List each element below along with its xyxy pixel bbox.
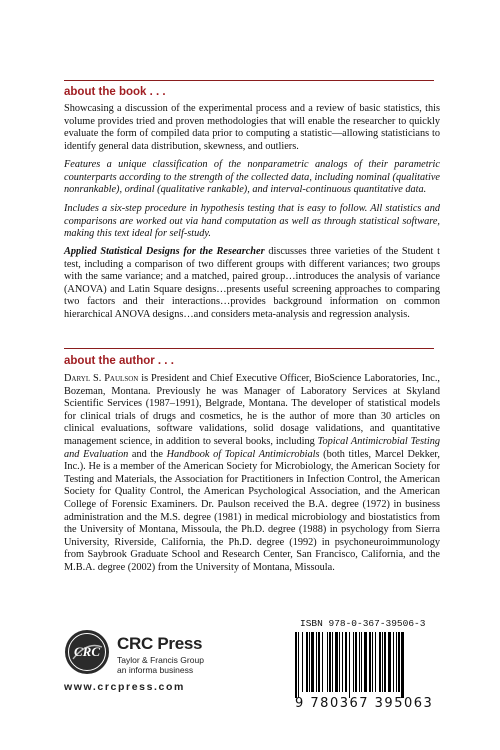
publisher-block xyxy=(117,634,204,675)
barcode-bar xyxy=(349,632,350,698)
barcode-bar xyxy=(309,632,310,692)
top-divider xyxy=(64,80,434,81)
logo-letters: CRC xyxy=(73,644,101,659)
barcode-bar xyxy=(379,632,381,692)
barcode-bar xyxy=(335,632,338,692)
author-book-2: Handbook of Topical Antimicrobials xyxy=(166,448,320,460)
about-book-p4-text: discusses three varieties of the Student t test, including a comparison of two different groups with different variances; two groups with the same variance; and a matched, paired group…introduces the analysis of variance (ANOVA) and Latin Square designs…presents useful screening approaches to comparing two factors and their interactions…provides background information on common hierarchical ANOVA designs…and considers meta-analysis and regression analysis. xyxy=(64,246,440,320)
barcode-bar xyxy=(345,632,347,692)
barcode-bar xyxy=(316,632,317,692)
publisher-group: Taylor & Francis Group xyxy=(117,655,204,665)
about-book-paragraph-2: Features a unique classification of the nonparametric analogs of their parametric counterparts according to the strength of the collected data, including nominal (qualitative nonrankable), ordinal (qualitative rankable), and interval-continuous quantitative data. xyxy=(64,159,440,196)
author-name: Daryl S. Paulson xyxy=(64,373,139,384)
publisher-parent: an informa business xyxy=(117,665,194,675)
barcode-bar xyxy=(329,632,331,692)
crc-press-logo xyxy=(64,629,110,675)
author-text-b: and the xyxy=(128,448,167,460)
about-book-paragraph-3: Includes a six-step procedure in hypothesis testing that is easy to follow. All statistics and comparisons are worked out via hand computation as well as through statistical software, making this text ideal for self-study. xyxy=(64,203,440,240)
barcode-bar xyxy=(372,632,373,692)
barcode-bar xyxy=(388,632,391,692)
barcode-bar xyxy=(375,632,376,692)
barcode-bar xyxy=(306,632,308,692)
barcode-bar xyxy=(384,632,386,692)
barcode-bar xyxy=(298,632,299,698)
barcode-bar xyxy=(369,632,371,692)
barcode-bar xyxy=(318,632,320,692)
author-text-c: (both titles, Marcel Dekker, Inc.). He is a member of the American Society for Microbiology, the American Society for Testing and Materials, the Association for Practitioners in Infection Control, the American Society for Quality Control, the American Psychological Association, and the American College of Forensic Examiners. Dr. Paulson received the B.A. degree (1972) in business administration and the M.S. degree (1981) in medical microbiology and biostatistics from the University of Montana, Missoula, the Ph.D. degree (1988) in psychology from Sierra University, Riverside, California, the Ph.D. degree (1992) in psychoneuroimmunology from Saybrook Graduate School and Research Center, San Francisco, California, and the M.B.A. degree (2002) from the University of Montana, Missoula. xyxy=(64,448,440,573)
barcode-bar xyxy=(393,632,394,692)
about-book-paragraph-4 xyxy=(64,246,440,322)
barcode-bar xyxy=(339,632,340,692)
about-author-paragraph xyxy=(64,373,440,575)
about-author-heading: about the author . . . xyxy=(64,355,174,367)
barcode-number: 9 780367 395063 xyxy=(295,696,434,711)
barcode-bar xyxy=(364,632,367,692)
author-text-a: is President and Chief Executive Officer, BioScience Laboratories, Inc., Bozeman, Montana. Previously he was Manager of Laboratory Services at Skyland Scientific Services (1987–1991), Belgrade, Montana. The developer of statistical models for clinical trials of drugs and cosmetics, he is the author of more than 30 articles on clinical evaluations, software validations, solid dosage validations, and quantitative management science, in addition to several books, including xyxy=(64,373,441,447)
barcode-bar xyxy=(401,632,404,698)
barcode-bar xyxy=(353,632,354,692)
barcode-bar xyxy=(355,632,357,692)
barcode-bar xyxy=(382,632,383,692)
publisher-name: CRC Press xyxy=(117,634,203,653)
barcode xyxy=(293,632,443,698)
barcode-bar xyxy=(398,632,400,692)
barcode-bar xyxy=(342,632,343,692)
barcode-bar xyxy=(359,632,360,692)
barcode-bar xyxy=(327,632,328,692)
barcode-bar xyxy=(332,632,333,692)
isbn-label: ISBN 978-0-367-39506-3 xyxy=(300,618,426,629)
about-book-heading: about the book . . . xyxy=(64,86,166,98)
about-book-p1-text: Showcasing a discussion of the experimental process and a review of basic statistics, this volume provides tried and proven methodologies that will enable the researcher to quickly evaluate the form of compiled data prior to computing a statistic—allowing statisticians to identify general data distribution, skewness, and outliers. xyxy=(64,103,440,152)
barcode-bar xyxy=(311,632,314,692)
middle-divider xyxy=(64,348,434,349)
barcode-bar xyxy=(322,632,323,692)
book-title: Applied Statistical Designs for the Researcher xyxy=(64,246,265,257)
barcode-bar xyxy=(396,632,397,692)
author-book-1: Topical Antimicrobial Testing and Evaluation xyxy=(64,435,440,460)
about-book-paragraph-1 xyxy=(64,103,440,153)
barcode-bar xyxy=(295,632,297,698)
publisher-url[interactable]: www.crcpress.com xyxy=(64,681,185,693)
barcode-bar xyxy=(302,632,303,692)
barcode-bar xyxy=(361,632,362,692)
